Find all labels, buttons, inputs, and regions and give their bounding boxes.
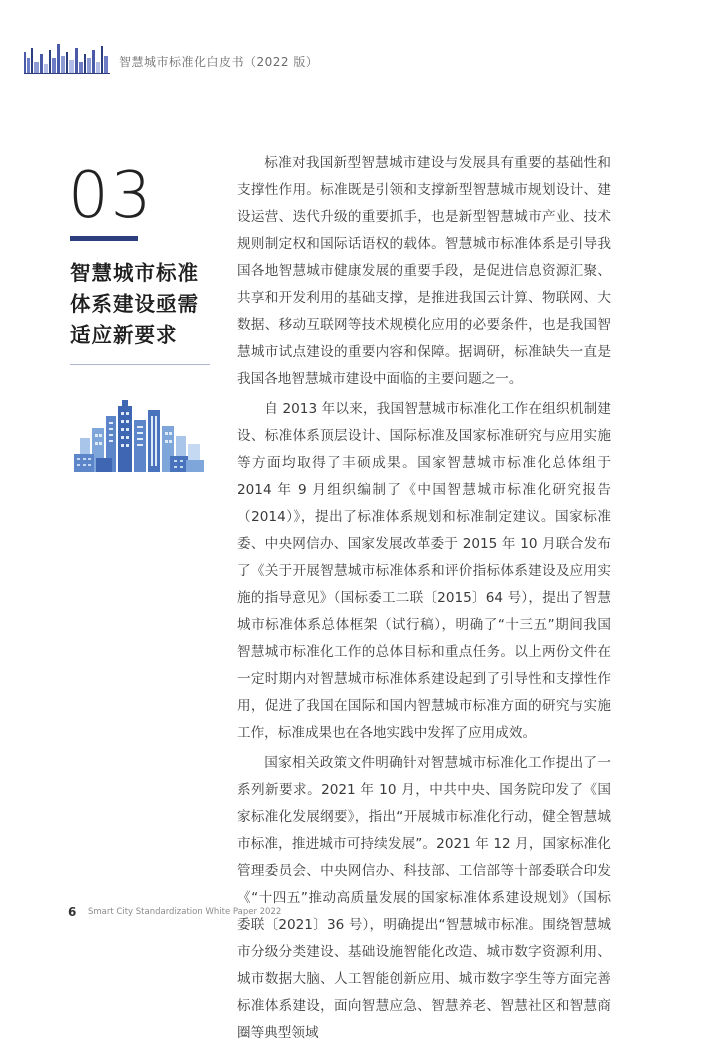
chapter-accent-bar: [70, 236, 138, 241]
body-paragraph-3: 国家相关政策文件明确针对智慧城市标准化工作提出了一系列新要求。2021 年 10 月，中共中央、国务院印发了《国家标准化发展纲要》，指出“开展城市标准化行动，健全智慧城市标准，推进城市可持续发展”。2021 年 12 月，国家标准化管理委员会、中央网信办、科技部、工信部等十部委联合印发《“十四五”推动高质量发展的国家标准体系建设规划》（国标委联〔2021〕36 号），明确提出“智慧城市标准。围绕智慧城市分级分类建设、基础设施智能化改造、城市数字资源利用、城市数据大脑、人工智能创新应用、城市数字孪生等方面完善标准体系建设，面向智慧应急、智慧养老、智慧社区和智慧商圈等典型领域: [237, 755, 611, 1041]
body-paragraph-2: 自 2013 年以来，我国智慧城市标准化工作在组织机制建设、标准体系顶层设计、国际标准及国家标准研究与应用实施等方面均取得了丰硕成果。国家智慧城市标准化总体组于 2014 年 9 月组织编制了《中国智慧城市标准化研究报告（2014）》，提出了标准体系规划和标准制定建议。国家标准委、中央网信办、国家发展改革委于 2015 年 10 月联合发布了《关于开展智慧城市标准体系和评价指标体系建设及应用实施的指导意见》（国标委工二联〔2015〕64 号），提出了智慧城市标准体系总体框架（试行稿），明确了“十三五”期间我国智慧城市标准化工作的总体目标和重点任务。以上两份文件在一定时期内对智慧城市标准体系建设起到了引导性和支撑性作用，促进了我国在国际和国内智慧城市标准方面的研究与实施工作，标准成果也在各地实践中发挥了应用成效。: [237, 401, 611, 741]
chapter-number: 03: [68, 159, 154, 233]
footer-title: Smart City Standardization White Paper 2022: [88, 907, 282, 917]
body-paragraph-1: 标准对我国新型智慧城市建设与发展具有重要的基础性和支撑性作用。标准既是引领和支撑新型智慧城市规划设计、建设运营、迭代升级的重要抓手，也是新型智慧城市产业、技术规则制定权和国际话语权的载体。智慧城市标准体系是引导我国各地智慧城市健康发展的重要手段，是促进信息资源汇聚、共享和开发利用的基础支撑，是推进我国云计算、物联网、大数据、移动互联网等技术规模化应用的必要条件，也是我国智慧城市试点建设的重要内容和保障。据调研，标准缺失一直是我国各地智慧城市建设中面临的主要问题之一。: [237, 155, 611, 387]
page-number: 6: [68, 905, 77, 919]
body-text: [237, 150, 611, 1050]
chapter-title: 智慧城市标准体系建设亟需适应新要求: [70, 261, 199, 347]
chapter-divider: [70, 364, 210, 365]
header-title: 智慧城市标准化白皮书（2022 版）: [119, 55, 319, 69]
city-skyline-icon: [24, 44, 110, 74]
city-buildings-icon: [74, 398, 204, 472]
